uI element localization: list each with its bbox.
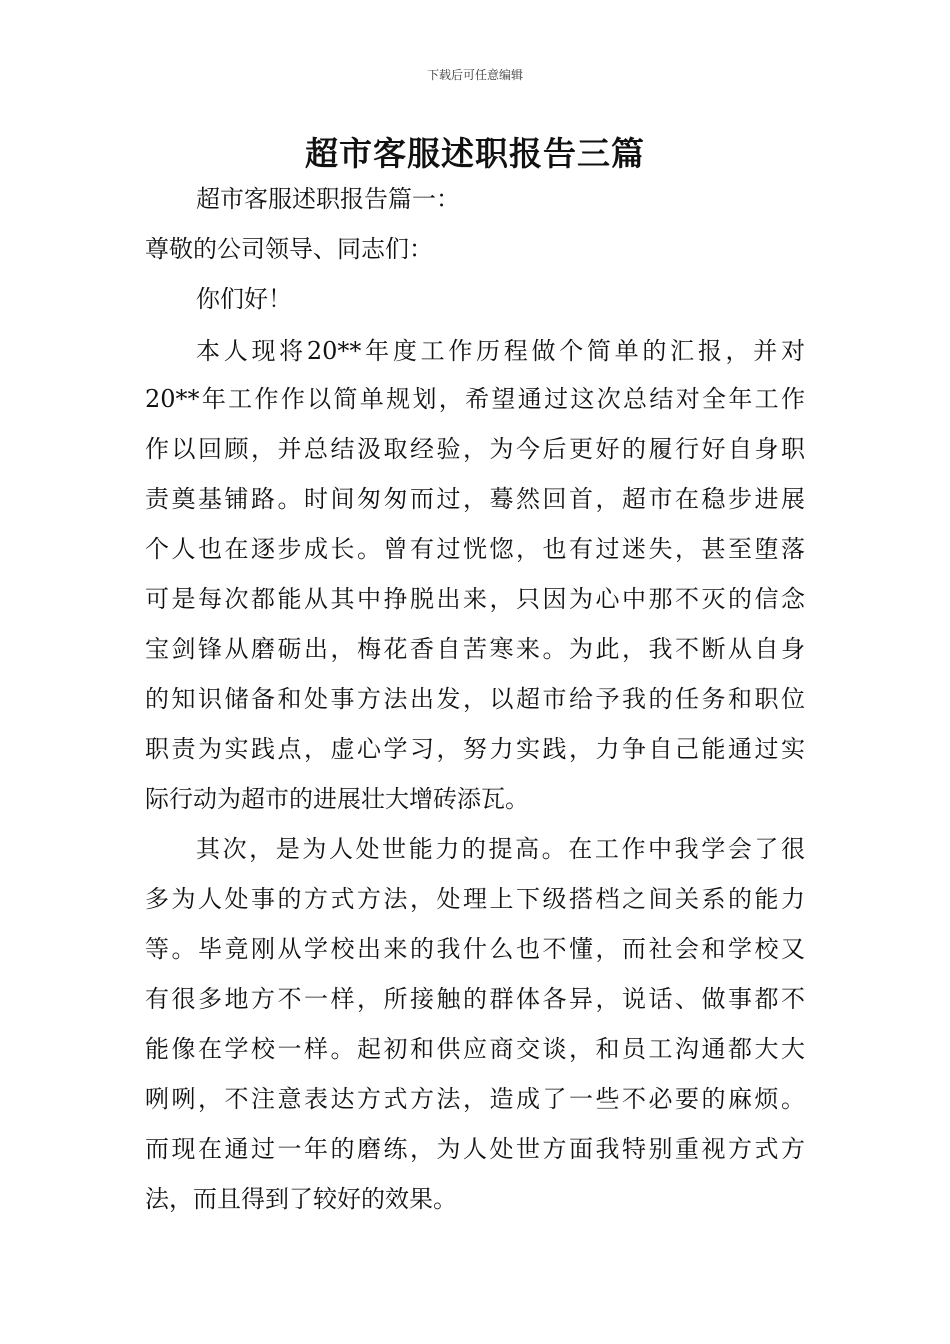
paragraph-2-line: 法，而且得到了较好的效果。 xyxy=(145,1185,457,1213)
paragraph-1-line: 职责为实践点，虚心学习，努力实践，力争自己能通过实 xyxy=(145,735,805,763)
document-title: 超市客服述职报告三篇 xyxy=(305,134,645,173)
paragraph-2-line: 咧咧，不注意表达方式方法，造成了一些不必要的麻烦。 xyxy=(145,1085,805,1113)
paragraph-2-line: 其次，是为人处世能力的提高。在工作中我学会了很 xyxy=(196,835,805,863)
page-header-note: 下载后可任意编辑 xyxy=(426,68,523,82)
paragraph-2-line: 而现在通过一年的磨练，为人处世方面我特别重视方式方 xyxy=(145,1135,805,1163)
paragraph-2-line: 有很多地方不一样，所接触的群体各异，说话、做事都不 xyxy=(145,985,805,1013)
paragraph-1-line: 作以回顾，并总结汲取经验，为今后更好的履行好自身职 xyxy=(145,435,805,463)
paragraph-2-line: 等。毕竟刚从学校出来的我什么也不懂，而社会和学校又 xyxy=(145,935,805,963)
paragraph-1-line: 本人现将20**年度工作历程做个简单的汇报，并对 xyxy=(196,337,805,365)
paragraph-1-line: 20**年工作作以简单规划，希望通过这次总结对全年工作 xyxy=(145,385,805,413)
paragraph-1-line: 责奠基铺路。时间匆匆而过，蓦然回首，超市在稳步进展 xyxy=(145,485,805,513)
section-heading: 超市客服述职报告篇一： xyxy=(196,185,460,213)
salutation: 尊敬的公司领导、同志们： xyxy=(145,235,433,263)
paragraph-1-line: 可是每次都能从其中挣脱出来，只因为心中那不灭的信念 xyxy=(145,585,805,613)
paragraph-2-line: 能像在学校一样。起初和供应商交谈，和员工沟通都大大 xyxy=(145,1035,805,1063)
paragraph-1-line: 际行动为超市的进展壮大增砖添瓦。 xyxy=(145,785,529,813)
paragraph-1-line: 的知识储备和处事方法出发，以超市给予我的任务和职位 xyxy=(145,685,805,713)
paragraph-1-line: 个人也在逐步成长。曾有过恍惚，也有过迷失，甚至堕落 xyxy=(145,535,805,563)
greeting: 你们好！ xyxy=(196,285,292,313)
paragraph-1-line: 宝剑锋从磨砺出，梅花香自苦寒来。为此，我不断从自身 xyxy=(145,635,805,663)
paragraph-2-line: 多为人处事的方式方法，处理上下级搭档之间关系的能力 xyxy=(145,885,805,913)
